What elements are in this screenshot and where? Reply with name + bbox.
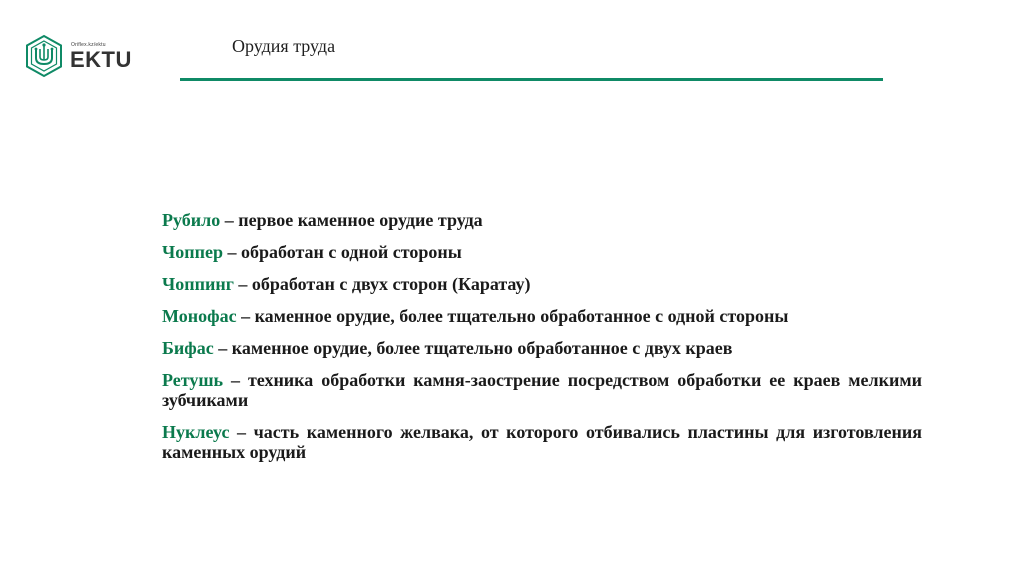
title-underline: [180, 78, 883, 81]
definition-term: Нуклеус: [162, 422, 230, 442]
definition-item: [162, 274, 922, 294]
definition-text: – каменное орудие, более тщательно обработанное с двух краев: [213, 338, 733, 358]
definition-term: Монофас: [162, 306, 237, 326]
university-emblem-icon: [24, 34, 64, 78]
definition-item: [162, 370, 922, 410]
definition-text: – часть каменного желвака, от которого отбивались пластины для изготовления каменных орудий: [162, 422, 922, 462]
definition-item: [162, 210, 922, 230]
ektu-logo: [24, 34, 134, 80]
definition-text: – обработан с двух сторон (Каратау): [233, 274, 531, 294]
definition-term: Бифас: [162, 338, 214, 358]
definition-item: [162, 242, 922, 262]
definition-item: [162, 422, 922, 462]
definition-term: Чоппер: [162, 242, 223, 262]
definition-text: – каменное орудие, более тщательно обработанное с одной стороны: [236, 306, 789, 326]
slide-title: Орудия труда: [232, 36, 336, 56]
definition-item: [162, 306, 922, 326]
definition-item: [162, 338, 922, 358]
definition-text: – первое каменное орудие труда: [220, 210, 483, 230]
definitions-list: [162, 210, 922, 462]
definition-term: Чоппинг: [162, 274, 234, 294]
definition-text: – обработан с одной стороны: [222, 242, 462, 262]
definition-text: – техника обработки камня-заострение посредством обработки ее краев мелкими зубчиками: [162, 370, 922, 410]
logo-wordmark: EKTU: [70, 47, 132, 72]
definition-term: Ретушь: [162, 370, 224, 390]
definition-term: Рубило: [162, 210, 221, 230]
logo-caption: Oriflex.kz/ektu: [71, 42, 106, 48]
